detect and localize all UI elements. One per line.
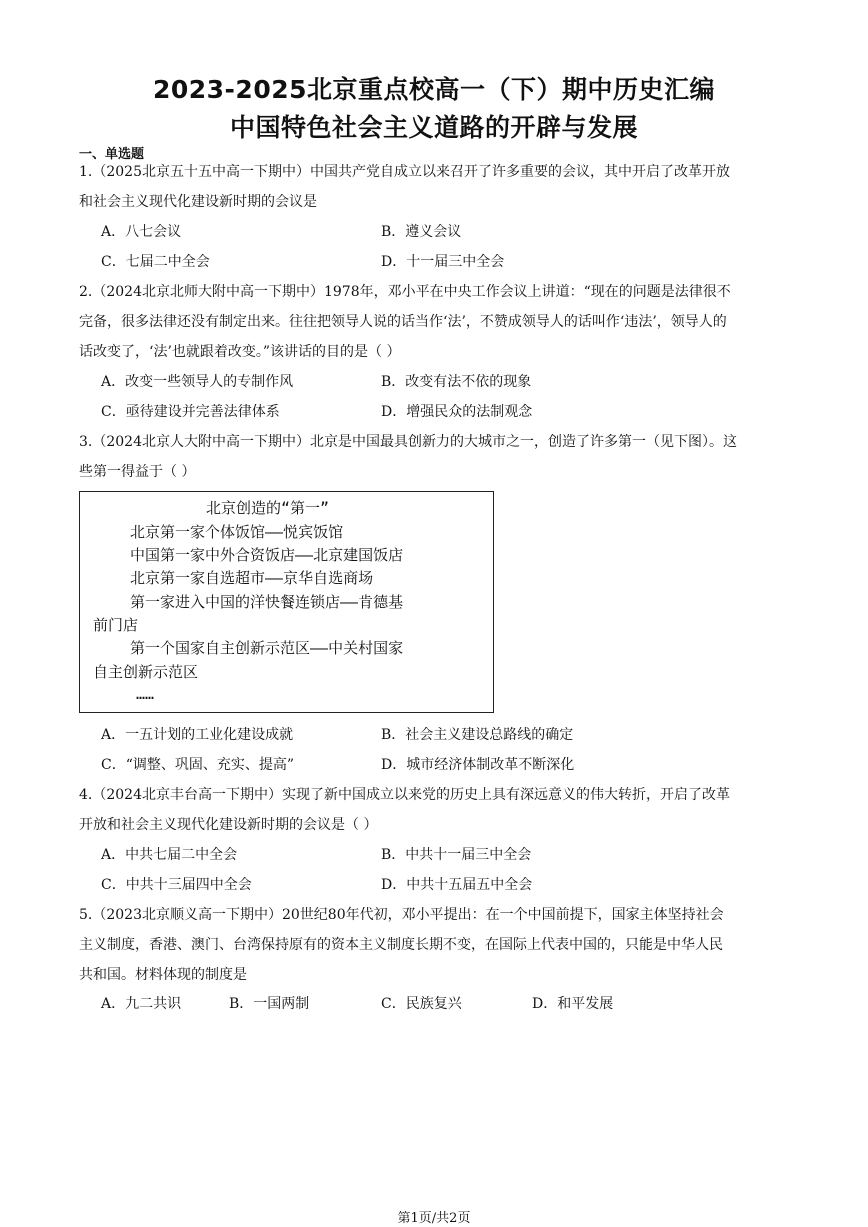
q3-option-d: D．城市经济体制改革不断深化 — [381, 757, 575, 773]
q3-box-line: 第一个国家自主创新示范区——中关村国家 — [130, 639, 404, 657]
q3-option-b: B．社会主义建设总路线的确定 — [381, 727, 574, 743]
document-title: 2023-2025北京重点校高一（下）期中历史汇编 — [152, 75, 716, 104]
q4-stem-line-1: 4.（2024北京丰台高一下期中）实现了新中国成立以来党的历史上具有深远意义的伟大转折，开启了改革 — [79, 787, 730, 803]
q1-option-d: D．十一届三中全会 — [381, 254, 505, 270]
section-heading: 一、单选题 — [79, 147, 145, 162]
q4-stem-line-2: 开放和社会主义现代化建设新时期的会议是（ ） — [79, 817, 378, 833]
q5-stem-line-1: 5.（2023北京顺义高一下期中）20世纪80年代初，邓小平提出：在一个中国前提下，国家主体坚持社会 — [79, 907, 724, 923]
q1-stem-line-2: 和社会主义现代化建设新时期的会议是 — [79, 194, 317, 210]
q3-stem-line-2: 些第一得益于（ ） — [79, 464, 196, 480]
q5-option-b: B．一国两制 — [229, 996, 310, 1012]
q3-box-line: 自主创新示范区 — [93, 663, 199, 681]
q3-stem-line-1: 3.（2024北京人大附中高一下期中）北京是中国最具创新力的大城市之一，创造了许多第一（见下图）。这 — [79, 434, 737, 450]
q4-option-d: D．中共十五届五中全会 — [381, 877, 533, 893]
q2-option-d: D．增强民众的法制观念 — [381, 404, 533, 420]
page-number-footer: 第1页/共2页 — [397, 1211, 471, 1226]
document-subtitle: 中国特色社会主义道路的开辟与发展 — [229, 113, 638, 142]
q3-material-box — [79, 491, 494, 713]
q4-option-a: A．中共七届二中全会 — [101, 847, 238, 863]
q1-option-b: B．遵义会议 — [381, 224, 462, 240]
q1-stem-line-1: 1.（2025北京五十五中高一下期中）中国共产党自成立以来召开了许多重要的会议，其中开启了改革开放 — [79, 164, 730, 180]
q3-box-line: 前门店 — [93, 616, 139, 634]
q1-option-c: C．七届二中全会 — [101, 254, 210, 270]
q2-option-b: B．改变有法不依的现象 — [381, 374, 532, 390]
q5-stem-line-3: 共和国。材料体现的制度是 — [79, 967, 247, 983]
q2-option-c: C．亟待建设并完善法律体系 — [101, 404, 280, 420]
q5-option-c: C．民族复兴 — [381, 996, 462, 1012]
q5-option-d: D．和平发展 — [532, 996, 614, 1012]
q5-stem-line-2: 主义制度，香港、澳门、台湾保持原有的资本主义制度长期不变，在国际上代表中国的，只能是中华人民 — [79, 937, 723, 953]
q3-box-line: 北京第一家自选超市——京华自选商场 — [130, 569, 374, 587]
q5-option-a: A．九二共识 — [101, 996, 182, 1012]
q4-option-c: C．中共十三届四中全会 — [101, 877, 252, 893]
q3-box-heading: 北京创造的“第一” — [206, 499, 330, 517]
q2-option-a: A．改变一些领导人的专制作风 — [101, 374, 294, 390]
q3-box-line: 第一家进入中国的洋快餐连锁店——肯德基 — [130, 593, 404, 611]
q2-stem-line-2: 完备，很多法律还没有制定出来。往往把领导人说的话当作‘法’，不赞成领导人的话叫作‘违法’，领导人的 — [79, 314, 727, 330]
q2-stem-line-3: 话改变了，‘法’也就跟着改变。”该讲话的目的是（ ） — [79, 344, 401, 360]
q4-option-b: B．中共十一届三中全会 — [381, 847, 532, 863]
q3-box-line: 北京第一家个体饭馆——悦宾饭馆 — [130, 523, 344, 541]
q3-box-line: 中国第一家中外合资饭店——北京建国饭店 — [130, 546, 404, 564]
q1-option-a: A．八七会议 — [101, 224, 182, 240]
q3-option-c: C．“调整、巩固、充实、提高” — [101, 757, 295, 773]
q3-option-a: A．一五计划的工业化建设成就 — [101, 727, 294, 743]
q2-stem-line-1: 2.（2024北京北师大附中高一下期中）1978年，邓小平在中央工作会议上讲道：“现在的问题是法律很不 — [79, 284, 731, 300]
q3-box-ellipsis: …… — [136, 685, 155, 703]
